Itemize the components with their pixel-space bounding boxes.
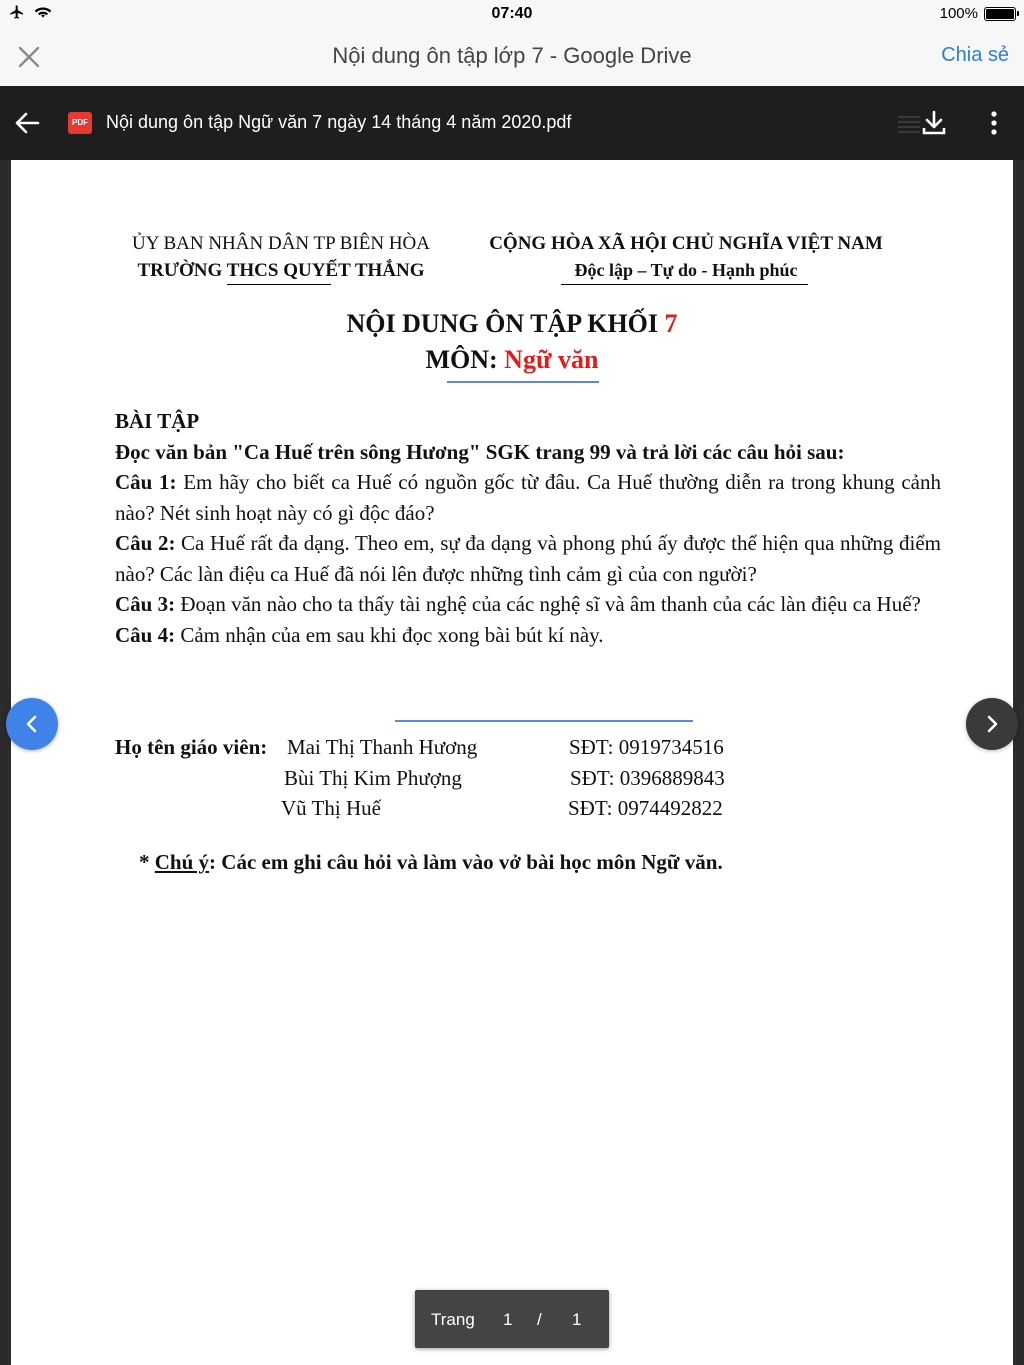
list-view-icon[interactable]	[898, 114, 920, 134]
more-vert-icon	[982, 108, 1006, 138]
country-name: CỘNG HÒA XÃ HỘI CHỦ NGHĨA VIỆT NAM	[489, 233, 883, 254]
pdf-file-icon: PDF	[68, 112, 92, 134]
subject-name: Ngữ văn	[504, 345, 599, 374]
chevron-left-icon	[22, 714, 42, 734]
share-button[interactable]: Chia sẻ	[941, 44, 1009, 66]
teacher-list	[115, 732, 915, 824]
viewer-toolbar	[0, 86, 1024, 160]
header-left	[111, 230, 451, 284]
note-star: *	[139, 850, 155, 874]
teacher-phone: SĐT: 0974492822	[568, 796, 723, 820]
page-indicator	[415, 1290, 609, 1348]
question-4: Câu 4: Cảm nhận của em sau khi đọc xong bài bút kí này.	[115, 622, 604, 647]
committee-name: ỦY BAN NHÂN DÂN TP BIÊN HÒA	[131, 233, 431, 254]
chevron-right-icon	[982, 714, 1002, 734]
teacher-name: Bùi Thị Kim Phượng	[284, 765, 462, 790]
instruction: Đọc văn bản "Ca Huế trên sông Hương" SGK trang 99 và trả lời các câu hỏi sau:	[115, 439, 845, 464]
subject-prefix: MÔN:	[425, 345, 505, 374]
motto: Độc lập – Tự do - Hạnh phúc	[574, 260, 798, 280]
title-grade: 7	[664, 309, 678, 338]
teacher-row	[115, 763, 915, 794]
document-title	[0, 306, 1024, 378]
current-page: 1	[503, 1310, 513, 1329]
question-2: Câu 2: Ca Huế rất đa dạng. Theo em, sự đa dạng và phong phú ấy được thể hiện qua những điểm nào? Các làn điệu ca Huế đã nói lên được những tình cảm gì của con người?	[115, 531, 941, 586]
previous-file-button[interactable]	[6, 698, 58, 750]
download-icon	[919, 108, 949, 138]
sheet-header	[0, 28, 1024, 87]
teachers-label: Họ tên giáo viên:	[115, 735, 268, 759]
teacher-phone: SĐT: 0919734516	[569, 735, 724, 759]
divider	[447, 381, 599, 383]
status-bar	[0, 0, 1024, 28]
teacher-row	[115, 732, 915, 763]
sheet-title: Nội dung ôn tập lớp 7 - Google Drive	[332, 43, 692, 68]
section-heading: BÀI TẬP	[115, 409, 200, 433]
file-name: Nội dung ôn tập Ngữ văn 7 ngày 14 tháng 4 năm 2020.pdf	[106, 112, 572, 132]
next-file-button[interactable]	[966, 698, 1018, 750]
note	[139, 850, 723, 875]
teacher-row	[115, 793, 915, 824]
note-text: : Các em ghi câu hỏi và làm vào vở bài học môn Ngữ văn.	[209, 850, 723, 874]
more-options-button[interactable]	[982, 108, 1006, 138]
note-label: Chú ý	[154, 850, 210, 874]
divider	[227, 284, 331, 285]
teacher-phone: SĐT: 0396889843	[570, 765, 725, 790]
header-right	[471, 230, 901, 284]
total-pages: 1	[572, 1310, 582, 1329]
page-separator: /	[537, 1310, 542, 1329]
divider	[561, 284, 808, 285]
question-3: Câu 3: Đoạn văn nào cho ta thấy tài nghệ của các nghệ sĩ và âm thanh của các làn điệu ca Huế?	[115, 592, 921, 616]
question-1: Câu 1: Em hãy cho biết ca Huế có nguồn gốc từ đâu. Ca Huế thường diễn ra trong khung cảnh nào? Nét sinh hoạt này có gì độc đáo?	[115, 470, 941, 525]
exercise-section	[115, 406, 941, 650]
battery-icon	[984, 7, 1016, 21]
teacher-name: Vũ Thị Huế	[281, 796, 381, 820]
title-prefix: NỘI DUNG ÔN TẬP KHỐI	[346, 309, 665, 338]
page-label: Trang	[431, 1310, 475, 1329]
school-name: TRƯỜNG THCS QUYẾT THẮNG	[137, 260, 425, 281]
arrow-back-icon	[12, 108, 42, 138]
download-button[interactable]	[919, 108, 949, 138]
clock: 07:40	[491, 5, 533, 22]
back-button[interactable]	[12, 108, 42, 138]
pdf-page	[11, 160, 1013, 1365]
divider	[395, 720, 693, 722]
status-right	[940, 5, 1016, 22]
battery-percent: 100%	[939, 5, 978, 22]
teacher-name: Mai Thị Thanh Hương	[287, 735, 478, 759]
